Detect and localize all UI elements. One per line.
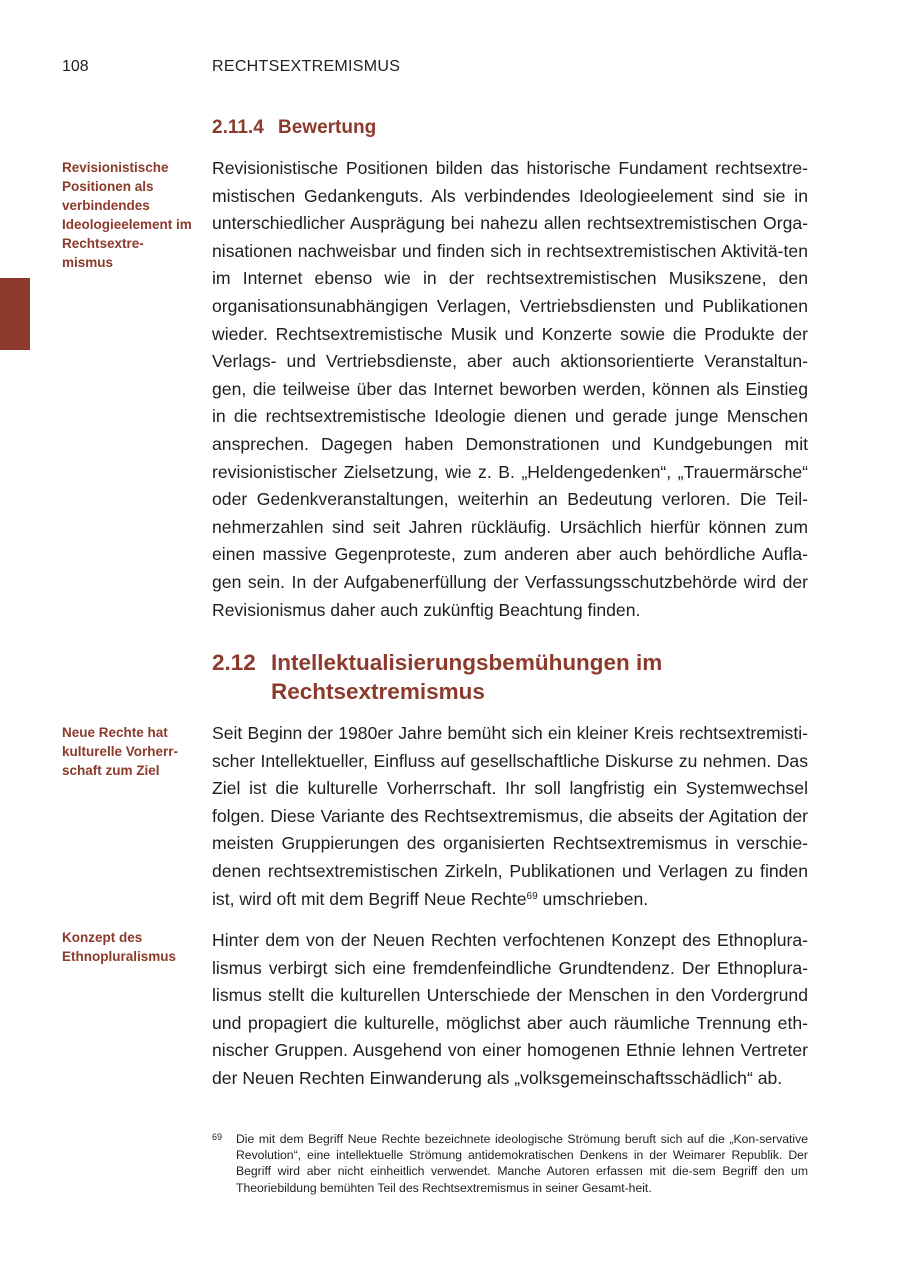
paragraph-neue-rechte-text: Seit Beginn der 1980er Jahre bemüht sich ein kleiner Kreis rechtsextremisti-scher Intellektueller, Einfluss auf gesellschaftliche Diskurse zu nehmen. Das Ziel ist die kulturelle Vorherrschaft. Ihr soll langfristig ein Systemwechsel folgen. Diese Variante des Rechtsextremismus, die abseits der Agitation der meisten Gruppierungen des organisierten Rechtsextremismus in verschie-denen rechtsextremistischen Zirkeln, Publikationen und Verlagen zu finden ist, wird oft mit dem Begriff Neue Rechte [212,723,808,909]
paragraph-bewertung: Revisionistische Positionen bilden das historische Fundament rechtsextre-mistischen Gedankenguts. Als verbindendes Ideologieelement sind sie in unterschiedlicher Ausprägung bei nahezu allen rechtsextremistischen Orga-nisationen nachweisbar und finden sich in rechtsextremistischen Aktivitä-ten im Internet ebenso wie in der rechtsextremistischen Musikszene, den organisationsunabhängigen Verlagen, Vertriebsdiensten und Publikationen wieder. Rechtsextremistische Musik und Konzerte sowie die Produkte der Verlags- und Vertriebsdienste, aber auch aktionsorientierte Veranstaltun-gen, die teilweise über das Internet beworben werden, können als Einstieg in die rechtsextremistische Ideologie dienen und gerade junge Menschen ansprechen. Dagegen haben Demonstrationen und Kundgebungen mit revisionistischer Zielsetzung, wie z. B. „Heldengedenken“, „Trauermärsche“ oder Gedenkveranstaltungen, weiterhin an Bedeutung verloren. Die Teil-nehmerzahlen sind seit Jahren rückläufig. Ursächlich hierfür können zum einen massive Gegenproteste, zum anderen aber auch behördliche Aufla-gen sein. In der Aufgabenerfüllung der Verfassungsschutzbehörde wird der Revisionismus daher auch zukünftig Beachtung finden. [212,158,808,620]
section-title: Bewertung [278,117,377,138]
paragraph-ethnopluralismus-container [212,927,808,1093]
section-heading-2-11-4 [212,117,376,139]
paragraph-neue-rechte [212,720,808,913]
paragraph-bewertung-container [212,155,808,624]
section-title-line-2: Rechtsextremismus [271,679,485,704]
paragraph-neue-rechte-end: umschrieben. [537,888,649,909]
footnote-reference-69[interactable]: 69 [526,890,538,902]
footnote-69 [212,1131,808,1196]
margin-note-ethnopluralismus: Konzept des Ethnopluralismus [62,930,177,964]
footnote-marker: 69 [212,1132,223,1142]
section-number-2-12: 2.12 [212,650,256,675]
section-title-line-1: Intellektualisierungsbemühungen im [271,650,663,675]
section-number: 2.11.4 [212,117,264,138]
paragraph-neue-rechte-container [212,720,808,913]
section-heading-2-12 [212,648,808,706]
margin-note-revisionism: Revisionistische Positionen als verbindendes Ideologieelement im Rechtsextre-mismus [62,160,192,270]
chapter-tab-marker [0,278,30,350]
page-number: 108 [62,58,89,75]
running-head: RECHTSEXTREMISMUS [212,58,401,75]
margin-note-neue-rechte: Neue Rechte hat kulturelle Vorherr-schaft zum Ziel [62,725,179,778]
footnote-text: Die mit dem Begriff Neue Rechte bezeichnete ideologische Strömung beruft sich auf die „Kon-servative Revolution“, eine intellektuelle Strömung antidemokratischen Denkens in der Weimarer Republik. Der Begriff wird aber nicht einheitlich verwendet. Manche Autoren erfassen mit die-sem Begriff den um Theoriebildung bemühten Teil des Rechtsextremismus in seiner Gesamt-heit. [236,1132,808,1195]
paragraph-ethnopluralismus: Hinter dem von der Neuen Rechten verfochtenen Konzept des Ethnoplura-lismus verbirgt sich eine fremdenfeindliche Grundtendenz. Der Ethnoplura-lismus stellt die kulturellen Unterschiede der Menschen in den Vordergrund und propagiert die kulturelle, möglichst aber auch räumliche Trennung eth-nischer Gruppen. Ausgehend von einer homogenen Ethnie lehnen Vertreter der Neuen Rechten Einwanderung als „volksgemeinschaftsschädlich“ ab. [212,930,808,1088]
